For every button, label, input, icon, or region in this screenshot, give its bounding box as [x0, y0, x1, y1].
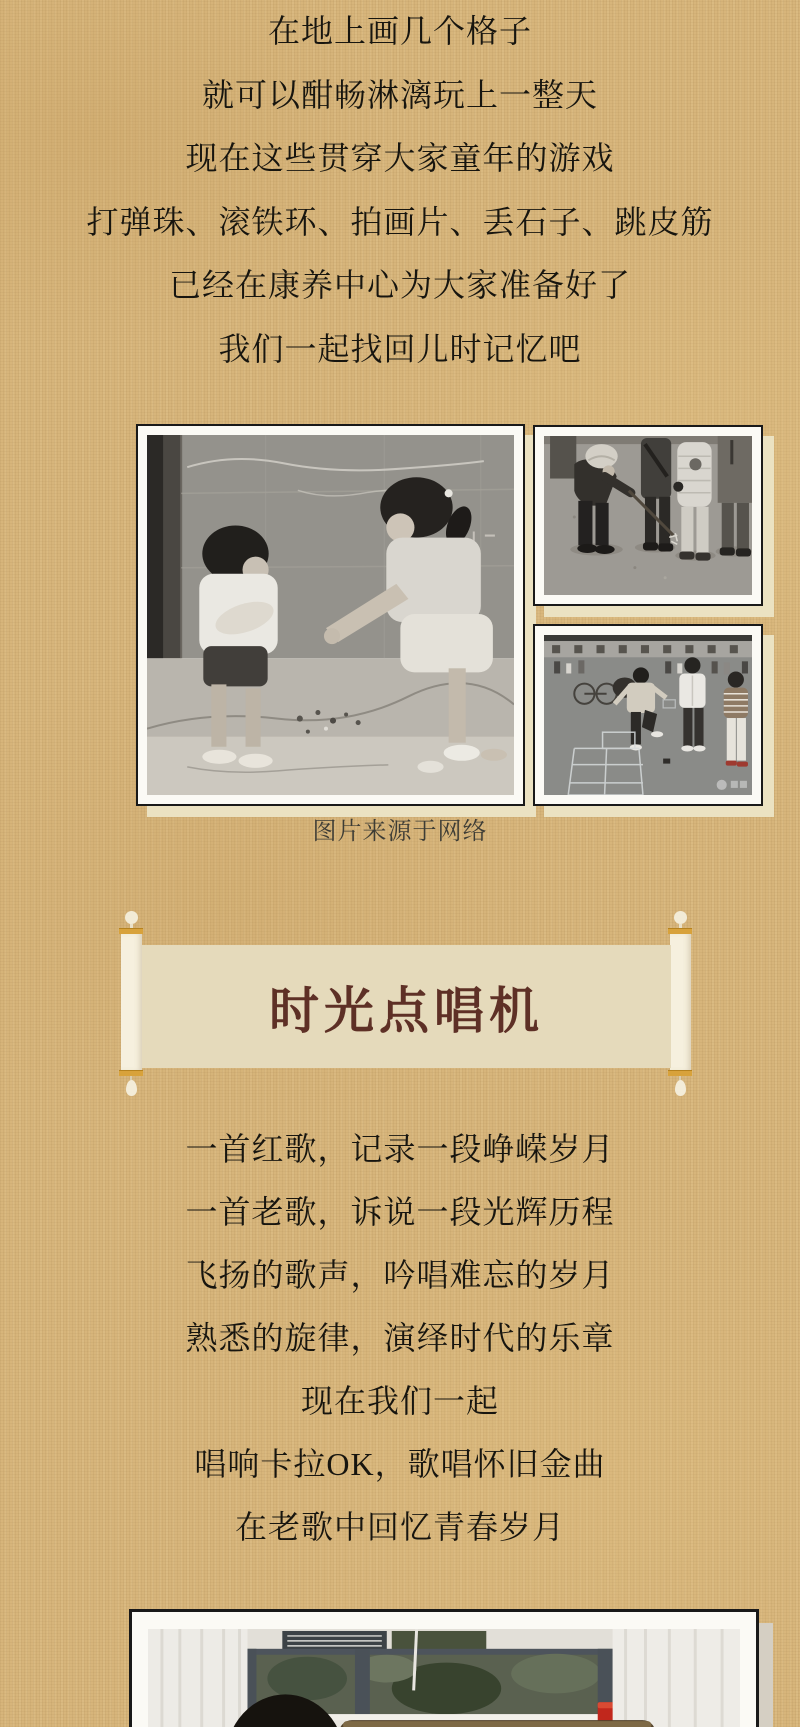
- karaoke-line-5: 现在我们一起: [300, 1383, 499, 1419]
- intro-line-1: 在地上画几个格子: [267, 13, 532, 49]
- hopscotch-photo-illustration: [544, 635, 752, 795]
- photo-stick-game[interactable]: [533, 425, 763, 606]
- scroll-rod-bar: [121, 934, 142, 1070]
- scroll-knob-icon: [674, 911, 687, 924]
- scroll-rod-right: [668, 911, 692, 1096]
- intro-line-6: 我们一起找回儿时记忆吧: [218, 330, 582, 367]
- intro-text-block: [0, 0, 800, 382]
- photo-marbles[interactable]: [136, 424, 525, 806]
- karaoke-line-1: 一首红歌，记录一段峥嵘岁月: [185, 1131, 615, 1167]
- karaoke-line-4: 熟悉的旋律，演绎时代的乐章: [185, 1320, 615, 1356]
- karaoke-line-6: 唱响卡拉OK，歌唱怀旧金曲: [194, 1446, 606, 1482]
- scroll-tassel-icon: [126, 1080, 137, 1096]
- stick-game-photo-illustration: [544, 436, 752, 595]
- karaoke-line-3: 飞扬的歌声，吟唱难忘的岁月: [185, 1257, 615, 1293]
- intro-line-3: 现在这些贯穿大家童年的游戏: [185, 140, 615, 177]
- gallery-caption: 图片来源于网络: [312, 818, 488, 845]
- scroll-knob-icon: [125, 911, 138, 924]
- intro-line-2: 就可以酣畅淋漓玩上一整天: [201, 76, 598, 113]
- intro-line-4: 打弹珠、滚铁环、拍画片、丢石子、跳皮筋: [86, 203, 714, 240]
- scroll-tassel-icon: [675, 1080, 686, 1096]
- karaoke-line-7: 在老歌中回忆青春岁月: [234, 1509, 565, 1545]
- karaoke-line-2: 一首老歌，诉说一段光辉历程: [185, 1194, 615, 1230]
- scroll-rod-bar: [670, 934, 691, 1070]
- section-title: 时光点唱机: [269, 982, 544, 1039]
- intro-line-5: 已经在康养中心为大家准备好了: [168, 267, 631, 304]
- marbles-photo-illustration: [147, 435, 514, 795]
- photo-karaoke-room[interactable]: [129, 1609, 759, 1727]
- scroll-rod-left: [119, 911, 143, 1096]
- karaoke-text-block: [0, 1118, 800, 1559]
- scroll-banner-body: [142, 945, 671, 1068]
- photo-hopscotch[interactable]: [533, 624, 763, 806]
- karaoke-room-photo-illustration: [148, 1629, 740, 1727]
